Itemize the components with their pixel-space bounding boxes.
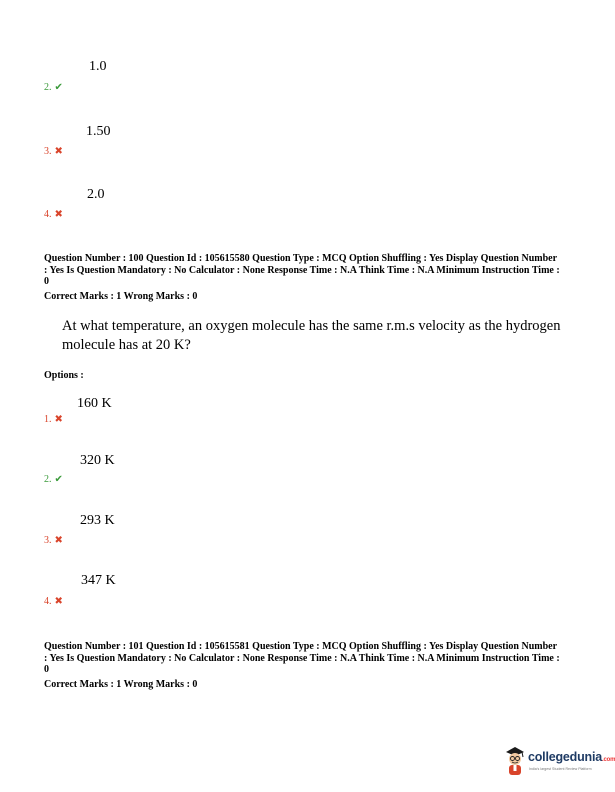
question-100-text [62, 317, 562, 355]
meta-line: Question Number : 100 Question Id : 105615580 Question Type : MCQ Option Shuffling : Yes Display Question Number [44, 253, 558, 264]
question-101-meta [44, 641, 574, 676]
question-text-line: At what temperature, an oxygen molecule has the same r.m.s velocity as the hydrogen [62, 318, 561, 334]
option-number: 4. [44, 596, 52, 607]
cross-icon: ✖ [54, 146, 63, 157]
meta-line: 0 [44, 276, 49, 287]
cross-icon: ✖ [54, 414, 63, 425]
prev-option-2-number [44, 82, 63, 93]
check-icon: ✔ [54, 82, 63, 93]
option-4-number [44, 596, 63, 607]
options-label: Options : [44, 370, 84, 381]
check-icon: ✔ [54, 474, 63, 485]
question-text-line: molecule has at 20 K? [62, 337, 191, 353]
option-4-value: 347 K [81, 573, 116, 588]
logo-name [528, 750, 615, 764]
meta-line: Question Number : 101 Question Id : 105615581 Question Type : MCQ Option Shuffling : Yes Display Question Number [44, 641, 558, 652]
option-3-number [44, 535, 63, 546]
option-number: 2. [44, 82, 52, 93]
option-number: 3. [44, 535, 52, 546]
collegedunia-logo [504, 746, 615, 780]
option-1-value: 160 K [77, 396, 112, 411]
cross-icon: ✖ [54, 535, 63, 546]
option-number: 2. [44, 474, 52, 485]
prev-option-2-value: 1.0 [89, 59, 107, 74]
prev-option-4-value: 2.0 [87, 187, 105, 202]
meta-line: 0 [44, 664, 49, 675]
meta-line: : Yes Is Question Mandatory : No Calculator : None Response Time : N.A Think Time : N.A Minimum Instruction Time : [44, 652, 560, 664]
option-number: 1. [44, 414, 52, 425]
option-number: 4. [44, 209, 52, 220]
prev-option-3-number [44, 146, 63, 157]
logo-tagline: India's largest Student Review Platform [529, 767, 592, 771]
question-101-marks: Correct Marks : 1 Wrong Marks : 0 [44, 679, 198, 690]
cross-icon: ✖ [54, 209, 63, 220]
question-100-meta [44, 253, 574, 288]
option-2-number [44, 474, 63, 485]
prev-option-3-value: 1.50 [86, 124, 111, 139]
meta-line: : Yes Is Question Mandatory : No Calculator : None Response Time : N.A Think Time : N.A Minimum Instruction Time : [44, 264, 560, 276]
option-2-value: 320 K [80, 453, 115, 468]
question-100-marks: Correct Marks : 1 Wrong Marks : 0 [44, 291, 198, 302]
option-1-number [44, 414, 63, 425]
cross-icon: ✖ [54, 596, 63, 607]
option-number: 3. [44, 146, 52, 157]
logo-name-main: collegedunia [528, 750, 603, 764]
logo-name-suffix: .com [602, 757, 615, 763]
mascot-icon [504, 746, 526, 776]
option-3-value: 293 K [80, 513, 115, 528]
prev-option-4-number [44, 209, 63, 220]
